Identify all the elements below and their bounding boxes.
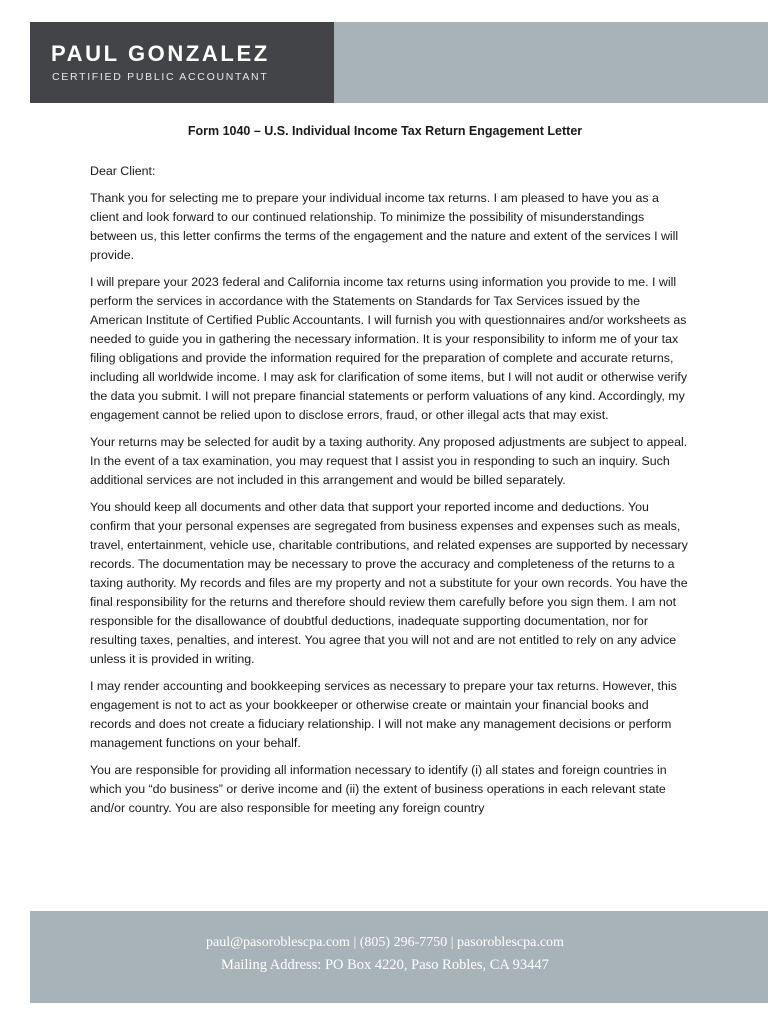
paragraph-audit: Your returns may be selected for audit by a taxing authority. Any proposed adjustments are subject to appeal. In the event of a tax examination, you may request that I assist you in responding to such an inquiry. Such additional services are not included in this arrangement and would be billed separately. — [90, 435, 688, 487]
footer-mailing-address: Mailing Address: PO Box 4220, Paso Robles, CA 93447 — [221, 957, 549, 973]
letter-body — [90, 162, 690, 826]
paragraph-bookkeeping: I may render accounting and bookkeeping services as necessary to prepare your tax returns. However, this engagement is not to act as your bookkeeper or otherwise create or maintain your financial books and records and does not create a fiduciary relationship. I will not make any management decisions or perform management functions on your behalf. — [90, 679, 677, 750]
paragraph-scope-of-services: I will prepare your 2023 federal and California income tax returns using information you provide to me. I will perform the services in accordance with the Statements on Standards for Tax Services issued by the American Institute of Certified Public Accountants. I will furnish you with questionnaires and/or worksheets as needed to guide you in gathering the necessary information. It is your responsibility to inform me of your tax filing obligations and provide the information required for the preparation of complete and accurate returns, including all worldwide income. I may ask for clarification of some items, but I will not audit or otherwise verify the data you submit. I will not prepare financial statements or perform valuations of any kind. Accordingly, my engagement cannot be relied upon to disclose errors, fraud, or other illegal acts that may exist. — [90, 275, 688, 422]
paragraph-foreign-states: You are responsible for providing all information necessary to identify (i) all states and foreign countries in which you “do business” or derive income and (ii) the extent of business operations in each relevant state and/or country. You are also responsible for meeting any foreign country — [90, 763, 667, 815]
cpa-title: CERTIFIED PUBLIC ACCOUNTANT — [52, 71, 269, 83]
cpa-name: PAUL GONZALEZ — [51, 41, 270, 66]
paragraph-thank-you: Thank you for selecting me to prepare your individual income tax returns. I am pleased to have you as a client and look forward to our continued relationship. To minimize the possibility of misunderstandings between us, this letter confirms the terms of the engagement and the nature and extent of the services I will provide. — [90, 191, 679, 262]
letterhead-name-block — [30, 22, 334, 103]
letter-title: Form 1040 – U.S. Individual Income Tax Return Engagement Letter — [187, 124, 583, 138]
footer-contact-line: paul@pasoroblescpa.com | (805) 296-7750 | pasoroblescpa.com — [206, 935, 564, 950]
salutation: Dear Client: — [90, 164, 156, 178]
paragraph-records: You should keep all documents and other data that support your reported income and deductions. You confirm that your personal expenses are segregated from business expenses and expenses such as meals, travel, entertainment, vehicle use, charitable contributions, and related expenses are supported by necessary records. The documentation may be necessary to prove the accuracy and completeness of the returns to a taxing authority. My records and files are my property and not a substitute for your own records. You have the final responsibility for the returns and therefore should review them carefully before you sign them. I am not responsible for the disallowance of doubtful deductions, inadequate supporting documentation, nor for resulting taxes, penalties, and interest. You agree that you will not and are not entitled to rely on any advice unless it is provided in writing. — [90, 500, 688, 666]
